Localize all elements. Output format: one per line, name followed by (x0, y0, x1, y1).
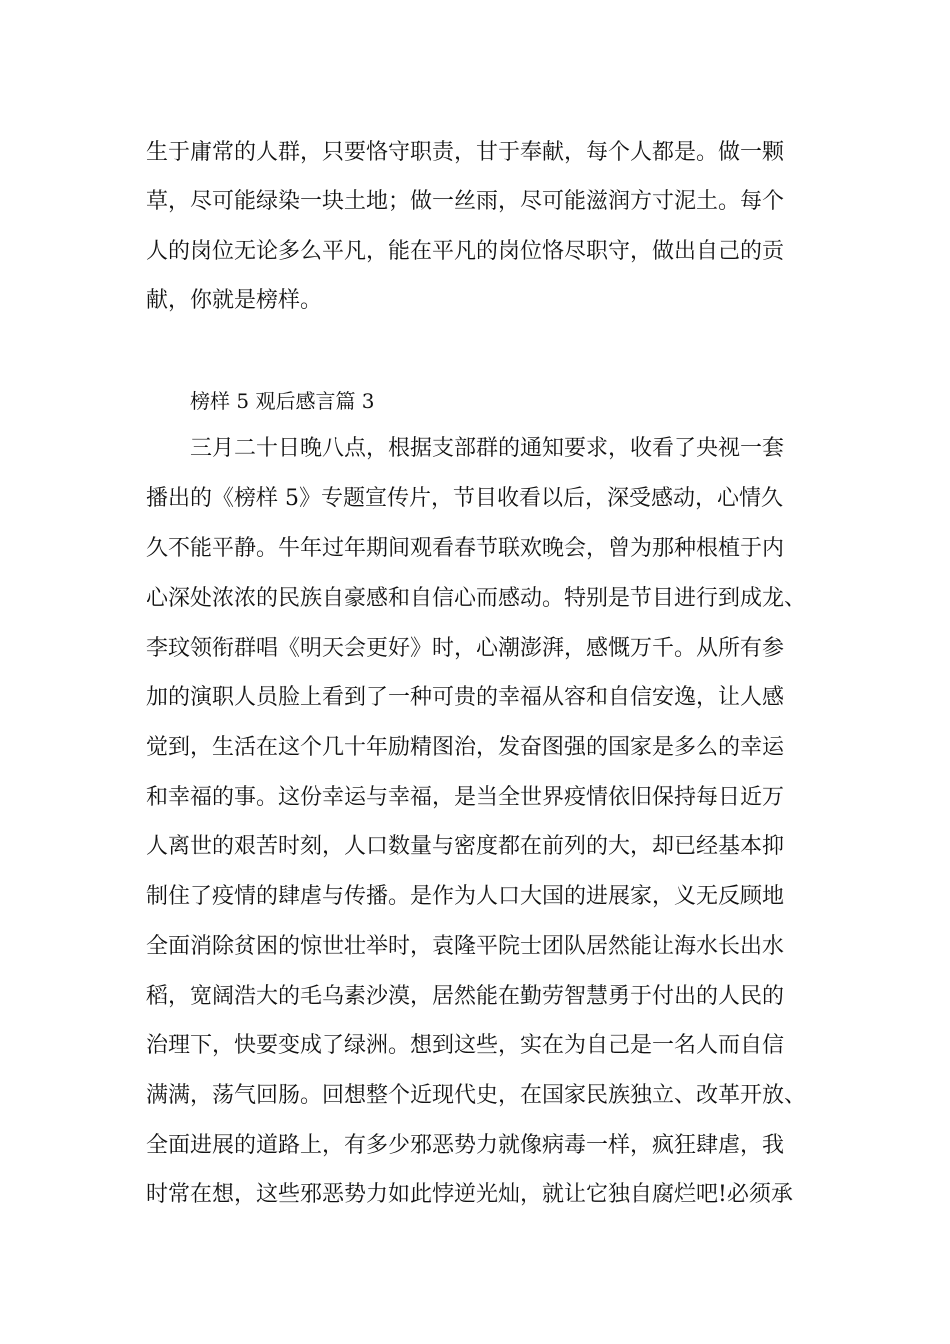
text-line: 加的演职人员脸上看到了一种可贵的幸福从容和自信安逸，让人感 (146, 685, 785, 710)
text-line: 李玟领衔群唱《明天会更好》时，心潮澎湃，感慨万千。从所有参 (146, 636, 785, 661)
text-line: 草，尽可能绿染一块土地；做一丝雨，尽可能滋润方寸泥土。每个 (146, 189, 785, 214)
text-line: 时常在想，这些邪恶势力如此悖逆光灿，就让它独自腐烂吧!必须承 (146, 1182, 793, 1207)
text-line: 全面进展的道路上，有多少邪恶势力就像病毒一样，疯狂肆虐，我 (146, 1133, 785, 1158)
text-line: 播出的《榜样 5》专题宣传片，节目收看以后，深受感动，心情久 (146, 486, 783, 511)
text-line: 满满，荡气回肠。回想整个近现代史，在国家民族独立、改革开放、 (146, 1083, 807, 1108)
text-line: 全面消除贫困的惊世壮举时，袁隆平院士团队居然能让海水长出水 (146, 934, 785, 959)
text-line: 和幸福的事。这份幸运与幸福，是当全世界疫情依旧保持每日近万 (146, 785, 785, 810)
section-heading: 榜样 5 观后感言篇 3 (190, 389, 375, 413)
text-line: 稻，宽阔浩大的毛乌素沙漠，居然能在勤劳智慧勇于付出的人民的 (146, 984, 785, 1009)
text-line: 献，你就是榜样。 (146, 288, 323, 313)
text-line: 生于庸常的人群，只要恪守职责，甘于奉献，每个人都是。做一颗 (146, 140, 785, 165)
text-line: 治理下，快要变成了绿洲。想到这些，实在为自己是一名人而自信 (146, 1033, 785, 1058)
text-line: 人的岗位无论多么平凡，能在平凡的岗位恪尽职守，做出自己的贡 (146, 239, 785, 264)
text-line: 制住了疫情的肆虐与传播。是作为人口大国的进展家，义无反顾地 (146, 884, 785, 909)
text-line: 三月二十日晚八点，根据支部群的通知要求，收看了央视一套 (190, 436, 785, 461)
text-line: 觉到，生活在这个几十年励精图治，发奋图强的国家是多么的幸运 (146, 735, 785, 760)
text-line: 人离世的艰苦时刻，人口数量与密度都在前列的大，却已经基本抑 (146, 834, 785, 859)
text-line: 久不能平静。牛年过年期间观看春节联欢晚会，曾为那种根植于内 (146, 536, 785, 561)
text-line: 心深处浓浓的民族自豪感和自信心而感动。特别是节目进行到成龙、 (146, 586, 807, 611)
